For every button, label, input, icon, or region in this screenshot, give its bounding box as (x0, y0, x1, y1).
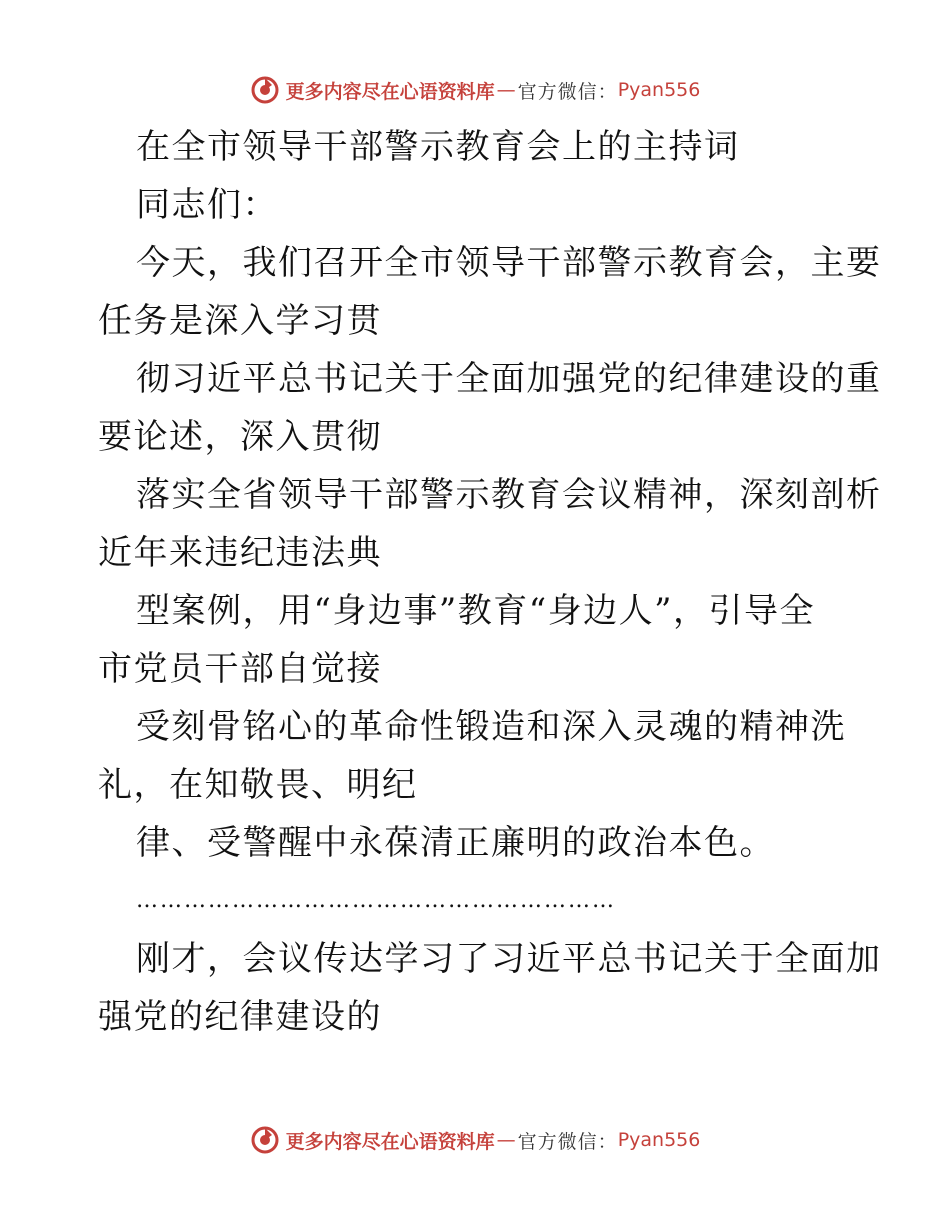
paragraph-line: 礼，在知敬畏、明纪 (98, 765, 418, 805)
paragraph-line: 任务是深入学习贯 (98, 301, 382, 341)
banner-wechat-id: Pyan556 (617, 79, 701, 101)
paragraph-line: 近年来违纪违法典 (98, 533, 382, 573)
header-banner (0, 70, 950, 110)
paragraph-line: 受刻骨铭心的革命性锻造和深入灵魂的精神洗 (136, 707, 846, 747)
paragraph-line: 市党员干部自觉接 (98, 649, 382, 689)
paragraph-line: 强党的纪律建设的 (98, 997, 382, 1037)
brand-logo-icon (250, 1125, 280, 1155)
paragraph-line: 型案例，用“身边事”教育“身边人”，引导全 (136, 591, 816, 631)
paragraph-line: 落实全省领导干部警示教育会议精神，深刻剖析 (136, 475, 882, 515)
banner-wechat-id: Pyan556 (617, 1129, 701, 1151)
document-title: 在全市领导干部警示教育会上的主持词 (136, 127, 740, 167)
paragraph-line: 律、受警醒中永葆清正廉明的政治本色。 (136, 823, 775, 863)
banner-label: 官方微信： (517, 80, 618, 103)
banner-dash: — (496, 1129, 516, 1151)
banner-label: 官方微信： (517, 1130, 618, 1153)
salutation: 同志们： (136, 185, 278, 225)
paragraph-line: 刚才，会议传达学习了习近平总书记关于全面加 (136, 939, 882, 979)
paragraph-line: 彻习近平总书记关于全面加强党的纪律建设的重 (136, 359, 882, 399)
document-body (98, 118, 882, 1046)
paragraph-line: 要论述，深入贯彻 (98, 417, 382, 457)
paragraph-line: 今天，我们召开全市领导干部警示教育会，主要 (136, 243, 882, 283)
brand-logo-icon (250, 75, 280, 105)
banner-text: 更多内容尽在心语资料库 (285, 80, 495, 103)
banner-dash: — (496, 79, 516, 101)
ellipsis-separator: …………………………………………………… (136, 888, 616, 913)
footer-banner (0, 1120, 950, 1160)
banner-text: 更多内容尽在心语资料库 (285, 1130, 495, 1153)
